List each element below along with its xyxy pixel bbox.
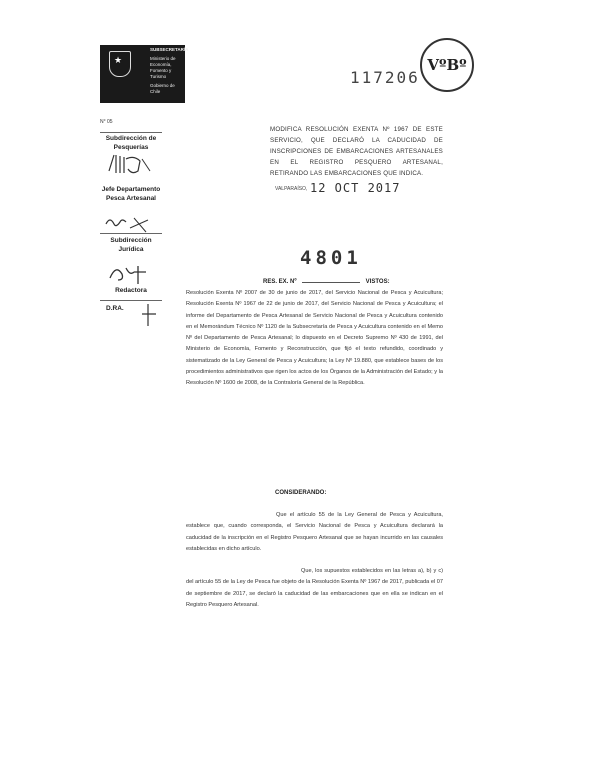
star-icon: ★: [114, 55, 123, 65]
sidebar-item-jefe-departamento: Jefe Departamento Pesca Artesanal: [101, 186, 161, 202]
document-title: MODIFICA RESOLUCIÓN EXENTA Nº 1967 DE ESTE SERVICIO, QUE DECLARÓ LA CADUCIDAD DE INSCRIPCIONES DE EMBARCACIONES ARTESANALES EN EL REGISTRO PESQUERO ARTESANAL, RETIRANDO LAS EMBARCACIONES QUE INDICA.: [270, 126, 443, 177]
government-logo: [100, 45, 148, 103]
considerando-label: CONSIDERANDO:: [275, 490, 327, 496]
sidebar-divider: [100, 233, 162, 234]
vistos-line: [263, 277, 443, 288]
brand-line-1: Ministerio de Economía, Fomento y Turismo: [150, 56, 176, 79]
considerando-paragraph-2: Que, los supuestos establecidos en las letras a), b) y c) del artículo 55 de la Ley de Pesca fue objeto de la Resolución Exenta Nº 1967 de 2017, publicada el 07 de septiembre de 2017, se declaró la caducidad de las embarcaciones que en ella se indican en el Registro Pesquero Artesanal.: [186, 568, 443, 608]
ministry-brand: [147, 45, 189, 103]
document-stamp-number: 117206: [350, 68, 420, 87]
res-blank-line: [302, 282, 360, 283]
signature-4: [140, 302, 160, 328]
sidebar-item-subdireccion-juridica: Subdirección Jurídica: [110, 237, 152, 253]
sidebar-divider: [100, 132, 162, 133]
brand-title: SUBSECRETARÍA: [150, 47, 189, 52]
vistos-paragraph: Resolución Exenta Nº 2007 de 30 de junio de 2017, del Servicio Nacional de Pesca y Acuicultura; Resolución Exenta Nº 1967 de 22 de junio de 2017, del Servicio Nacional de Pesca y Acuicultura; el informe del Departamento de Pesca Artesanal de Servicio Nacional de Pesca y Acuicultura contenido en el Memorándum Técnico Nº 1120 de la Subsecretaría de Pesca y Acuicultura contenido en el Memo Nº del Departamento de Pesca Artesanal; lo dispuesto en el Decreto Supremo Nº 430 de 1991, del Ministerio de Economía, Fomento y Reconstrucción, que fijó el texto refundido, coordinado y sistematizado de la Ley General de Pesca y Acuicultura; la Ley Nº 19.880, que establece bases de los procedimientos administrativos que rigen los actos de los Órganos de la Administración del Estado; y la Resolución Nº 1600 de 2008, de la Contraloría General de la República.: [186, 290, 443, 387]
vistos-label: VISTOS:: [365, 279, 390, 285]
vobo-stamp: [420, 38, 474, 92]
place-label: VALPARAÍSO,: [275, 186, 308, 192]
signature-3: [108, 262, 158, 286]
sidebar-item-subdireccion-pesquerias: Subdirección de Pesquerías: [105, 135, 157, 151]
vobo-text: VºBº: [427, 56, 467, 74]
brand-line-2: Gobierno de Chile: [150, 83, 175, 94]
document-date: 12 OCT 2017: [310, 181, 401, 195]
sidebar-item-redactora: Redactora: [115, 287, 147, 294]
resolution-number: 4801: [300, 247, 362, 269]
res-label: RES. EX. Nº: [263, 279, 297, 285]
sidebar-item-dra: D.RA.: [106, 305, 124, 312]
sidebar-divider: [100, 300, 162, 301]
small-number: N° 05: [100, 119, 113, 125]
signature-1: [106, 151, 156, 179]
considerando-paragraph-1: Que el artículo 55 de la Ley General de Pesca y Acuicultura, establece que, cuando corresponda, el Servicio Nacional de Pesca y Acuicultura declarará la caducidad de la inscripción en el Registro Pesquero Artesanal que se hayan incurrido en las causales establecidas en dicho artículo.: [186, 512, 443, 552]
